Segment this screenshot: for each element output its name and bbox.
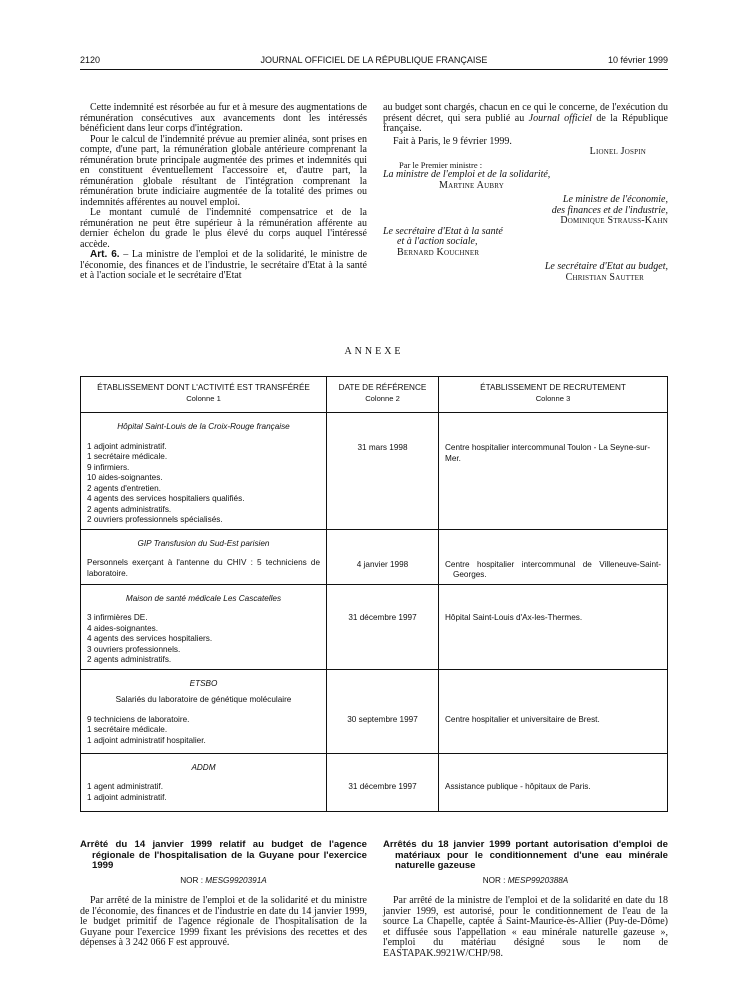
- arrete-guyane: [80, 840, 367, 949]
- staff-line: 9 techniciens de laboratoire.: [87, 714, 190, 724]
- continuation-text: au budget sont chargés, chacun en ce qui le concerne, de l'exécution du présent décret, qui sera publié au: [383, 102, 668, 124]
- recruiter-cell: [439, 584, 668, 669]
- staff-line: 3 ouvriers professionnels.: [87, 644, 181, 654]
- par-premier-ministre: Par le Premier ministre :: [399, 159, 483, 170]
- establishment-cell: [81, 753, 327, 811]
- staff-line: 2 agents administratifs.: [87, 655, 172, 664]
- paragraph: Pour le calcul de l'indemnité prévue au premier alinéa, sont prises en compte, d'une part, la rémunération globale antérieure comprenant la rémunération brute principale augmentée des primes et indemnités qui en constituent éventuellement l'accessoire et, d'autre part, la rémunération globale résultant de l'intégration comprenant la rémunération brute indiciaire augmentée de la totalité des primes ou indemnités afférentes au nouvel emploi.: [80, 133, 367, 208]
- staff-line: 10 aides-soignantes.: [87, 473, 163, 482]
- staff-line: 1 adjoint administratif.: [87, 441, 167, 451]
- minister-economie-line1: Le ministre de l'économie,: [562, 194, 668, 205]
- staff-line: 9 infirmiers.: [87, 462, 130, 472]
- establishment-name: GIP Transfusion du Sud-Est parisien: [137, 538, 270, 548]
- journal-reference: Journal officiel: [528, 112, 592, 124]
- page-number: 2120: [80, 55, 101, 65]
- secretary-budget: Le secrétaire d'Etat au budget,: [544, 261, 668, 272]
- table-row: [81, 584, 668, 669]
- signer-sautter: Christian Sautter: [565, 271, 644, 283]
- staff-line: 1 agent administratif.: [87, 782, 164, 791]
- recruiting-establishment: Assistance publique - hôpitaux de Paris.: [445, 781, 591, 791]
- column-header: [439, 377, 668, 413]
- staff-line: 2 agents administratifs.: [87, 504, 172, 514]
- article-text: – La ministre de l'emploi et de la solidarité, le ministre de l'économie, des finances et de l'industrie, le secrétaire d'Etat à la santé et à l'action sociale et le secrétaire d'Etat: [80, 249, 368, 281]
- paragraph: Cette indemnité est résorbée au fur et à mesure des augmentations de rémunération consécutives aux avancements dont les intéressés bénéficient dans leur corps d'intégration.: [80, 102, 367, 134]
- signer-aubry: Martine Aubry: [439, 179, 504, 191]
- staff-line: 4 aides-soignantes.: [87, 623, 159, 633]
- annex-title: ANNEXE: [344, 346, 404, 357]
- minister-emploi: La ministre de l'emploi et de la solidarité,: [383, 169, 551, 180]
- reference-date: 31 décembre 1997: [348, 781, 417, 791]
- column-header: [81, 377, 327, 413]
- article-6: [80, 250, 367, 282]
- establishment-cell: [81, 529, 327, 584]
- establishment-name: ETSBO: [189, 678, 218, 688]
- reference-date-cell: [327, 753, 439, 811]
- article-label: Art. 6.: [90, 249, 120, 260]
- nor-code: MESP9920388A: [507, 875, 569, 885]
- establishment-name: Maison de santé médicale Les Cascatelles: [125, 593, 282, 603]
- staff-line: 1 adjoint administratif.: [87, 792, 167, 802]
- recruiting-establishment: Hôpital Saint-Louis d'Ax-les-Thermes.: [445, 612, 583, 622]
- column-header-sub: Colonne 2: [365, 393, 400, 403]
- signer-strauss-kahn: Dominique Strauss-Kahn: [560, 215, 668, 226]
- reference-date-cell: [327, 413, 439, 530]
- recruiter-cell: [439, 413, 668, 530]
- arrete-title: Arrêté du 14 janvier 1999 relatif au budget de l'agence régionale de l'hospitalisation de la Guyane pour l'exercice 1999: [80, 839, 367, 871]
- recruiter-cell: [439, 529, 668, 584]
- left-column: [80, 103, 367, 282]
- establishment-subtitle: Salariés du laboratoire de génétique moléculaire: [115, 695, 292, 704]
- staff-line: 1 adjoint administratif hospitalier.: [87, 735, 206, 745]
- article-continuation: [383, 103, 668, 135]
- table-row: [81, 413, 668, 530]
- column-header-label: ÉTABLISSEMENT DONT L'ACTIVITÉ EST TRANSFÉRÉE: [97, 383, 310, 392]
- arrete-title: Arrêtés du 18 janvier 1999 portant autorisation d'emploi de matériaux pour le conditionnement d'une eau minérale naturelle gazeuse: [383, 839, 668, 871]
- place-date: Fait à Paris, le 9 février 1999.: [393, 135, 512, 147]
- staff-line: 1 secrétaire médicale.: [87, 452, 168, 461]
- column-header-label: DATE DE RÉFÉRENCE: [338, 383, 427, 392]
- staff-line: 4 agents des services hospitaliers qualifiés.: [87, 494, 245, 503]
- table-row: [81, 669, 668, 753]
- staff-line: 1 secrétaire médicale.: [87, 725, 168, 734]
- signer-prime-minister: Lionel Jospin: [589, 146, 646, 157]
- table-row: [81, 753, 668, 811]
- column-header-label: ÉTABLISSEMENT DE RECRUTEMENT: [480, 383, 626, 392]
- arrete-body: Par arrêté de la ministre de l'emploi et de la solidarité et du ministre de l'économie, des finances et de l'industrie en date du 14 janvier 1999, le budget primitif de l'agence régionale de l'hospitalisation de la Guyane pour l'exercice 1999 fixant les prévisions des recettes et des dépenses à 3 242 066 F est approuvé.: [80, 895, 367, 948]
- establishment-cell: [81, 669, 327, 753]
- nor-label: NOR :: [482, 875, 508, 885]
- recruiting-establishment: Centre hospitalier intercommunal Toulon - La Seyne-sur-Mer.: [445, 443, 651, 463]
- staff-line: Personnels exerçant à l'antenne du CHIV : 5 techniciens de laboratoire.: [87, 558, 320, 578]
- staff-line: 2 agents d'entretien.: [87, 483, 161, 493]
- issue-date: 10 février 1999: [607, 55, 668, 65]
- reference-date-cell: [327, 584, 439, 669]
- nor-label: NOR :: [180, 875, 206, 885]
- recruiter-cell: [439, 669, 668, 753]
- journal-title: JOURNAL OFFICIEL DE LA RÉPUBLIQUE FRANÇAISE: [260, 55, 488, 65]
- table-row: [81, 529, 668, 584]
- staff-line: 3 infirmières DE.: [87, 613, 148, 622]
- staff-line: 4 agents des services hospitaliers.: [87, 634, 213, 643]
- nor-code: MESG9920391A: [205, 875, 267, 885]
- nor-reference: [383, 876, 668, 887]
- signer-kouchner: Bernard Kouchner: [397, 246, 480, 258]
- establishment-cell: [81, 413, 327, 530]
- reference-date: 4 janvier 1998: [356, 559, 409, 569]
- recruiter-cell: [439, 753, 668, 811]
- arrete-eau-minerale: [383, 840, 668, 959]
- establishment-name: ADDM: [191, 762, 216, 772]
- secretary-sante-line1: Le secrétaire d'Etat à la santé: [383, 225, 503, 237]
- reference-date: 31 mars 1998: [357, 443, 408, 452]
- table-header-row: [81, 377, 668, 413]
- reference-date: 31 décembre 1997: [348, 612, 417, 622]
- reference-date: 30 septembre 1997: [347, 714, 418, 724]
- recruiting-establishment: Centre hospitalier intercommunal de Villeneuve-Saint-Georges.: [445, 559, 661, 579]
- secretary-sante-line2: et à l'action sociale,: [397, 236, 478, 247]
- reference-date-cell: [327, 529, 439, 584]
- minister-economie-line2: des finances et de l'industrie,: [551, 204, 668, 216]
- reference-date-cell: [327, 669, 439, 753]
- nor-reference: [80, 876, 367, 887]
- establishment-cell: [81, 584, 327, 669]
- header-rule: [80, 69, 668, 70]
- arrete-body: Par arrêté de la ministre de l'emploi et de la solidarité en date du 18 janvier 1999, est autorisé, pour le conditionnement de l'eau de la source La Chapelle, captée à Saint-Maurice-ès-Allier (Puy-de-Dôme) et diffusée sous l'appellation « eau minérale naturelle gazeuse », l'emploi du matériau désigné sous le nom de EASTAPAK.9921W/CHP/98.: [383, 895, 668, 959]
- recruiting-establishment: Centre hospitalier et universitaire de Brest.: [445, 714, 600, 724]
- right-column: [383, 103, 668, 283]
- paragraph: Le montant cumulé de l'indemnité compensatrice et de la rémunération ne peut être supérieur à la rémunération afférente au dernier échelon du grade le plus élevé du corps auquel l'intéressé accède.: [80, 207, 367, 250]
- column-header: [327, 377, 439, 413]
- continuation-end: de la République française.: [383, 112, 668, 134]
- column-header-sub: Colonne 1: [186, 393, 221, 403]
- column-header-sub: Colonne 3: [535, 393, 571, 403]
- establishment-name: Hôpital Saint-Louis de la Croix-Rouge française: [117, 422, 290, 431]
- annex-table: [80, 376, 668, 812]
- staff-line: 2 ouvriers professionnels spécialisés.: [87, 515, 223, 524]
